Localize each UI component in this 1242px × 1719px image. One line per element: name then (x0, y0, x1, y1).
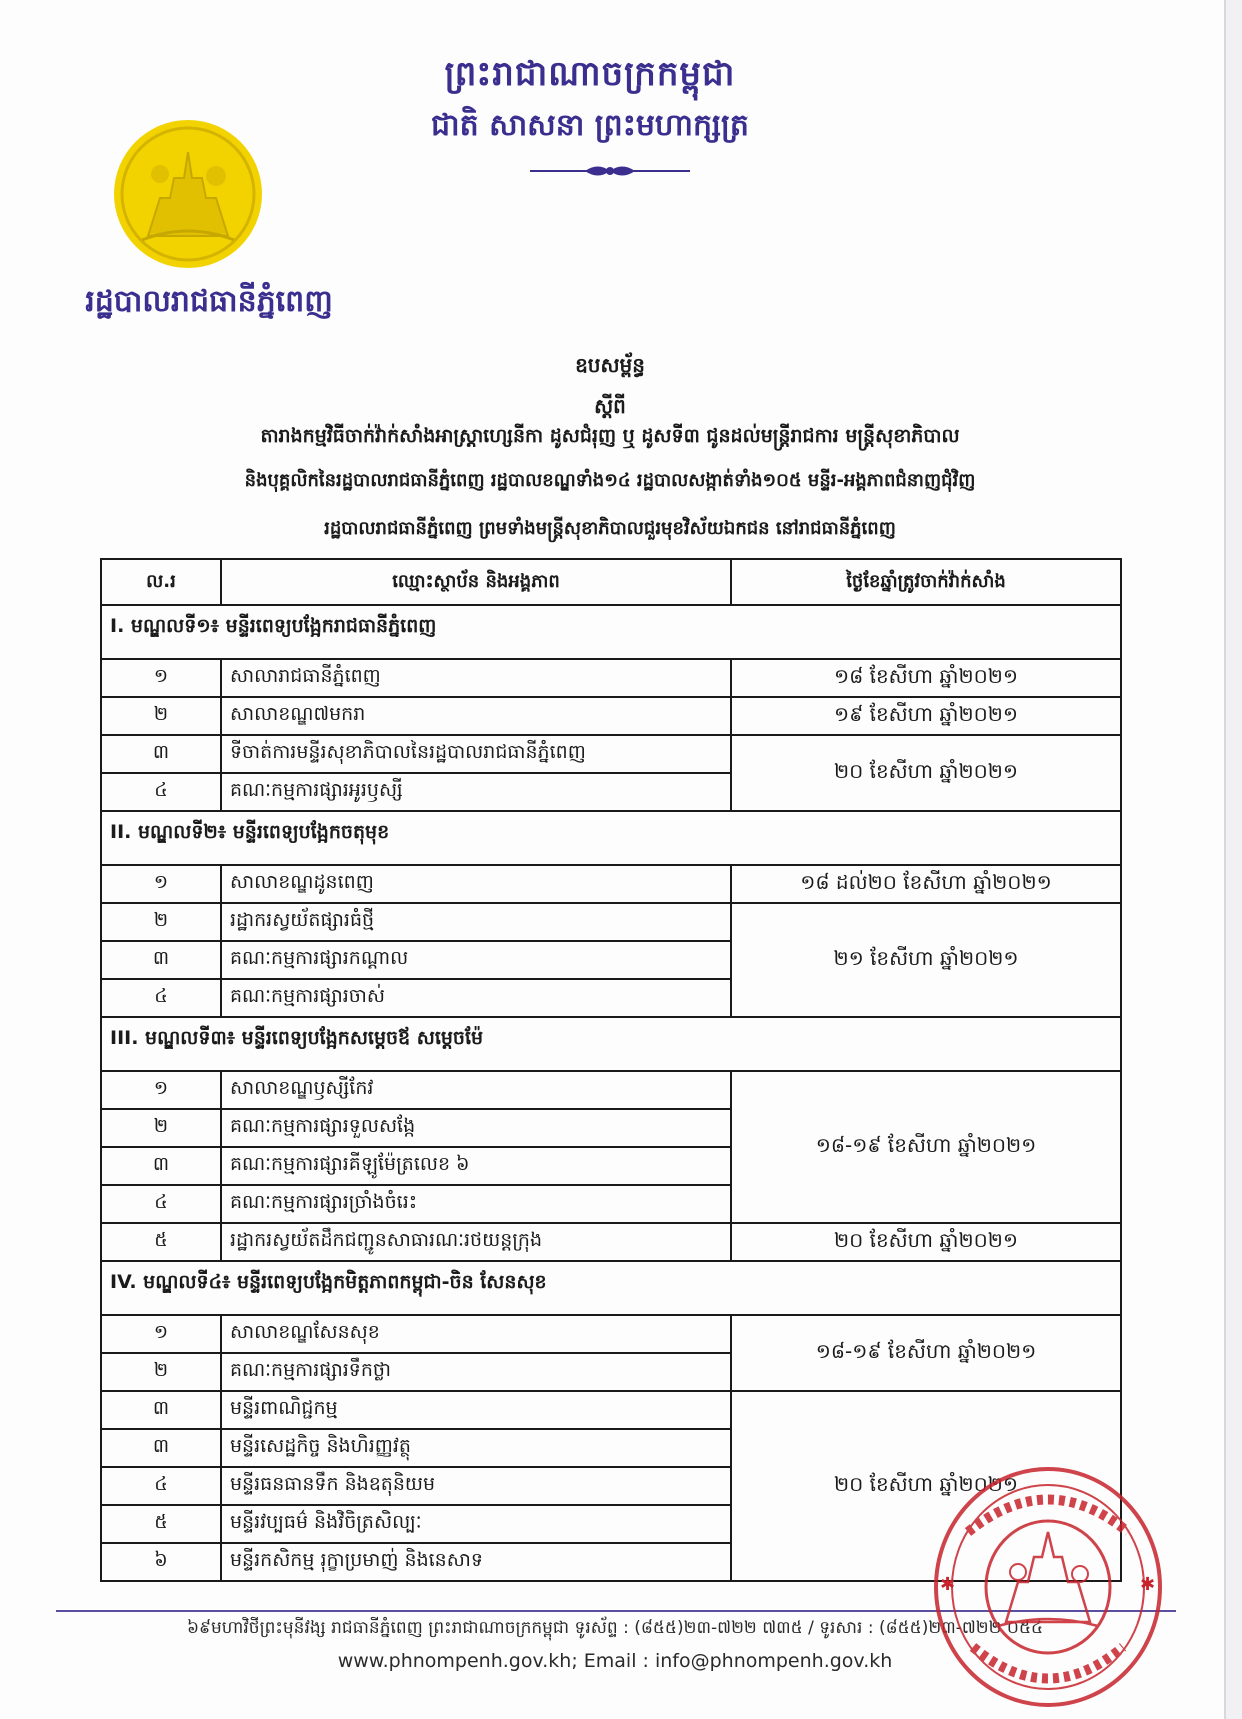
section-title: II. មណ្ឌលទី២៖ មន្ទីរពេទ្យបង្អែកចតុមុខ (101, 811, 1121, 855)
vaccination-date: ១៨ ដល់២០ ខែសីហា ឆ្នាំ២០២១ (731, 865, 1121, 903)
row-number: ៥ (101, 1223, 221, 1261)
row-number: ៣ (101, 1429, 221, 1467)
section-row (101, 811, 1121, 855)
institution-name: រដ្ឋាករស្វយ័តផ្សារធំថ្មី (221, 903, 731, 941)
table-row (101, 1315, 1121, 1353)
row-number: ២ (101, 1353, 221, 1391)
table-header-row (101, 559, 1121, 605)
header-institution: ឈ្មោះស្ថាប័ន និងអង្គភាព (221, 559, 731, 605)
row-number: ៣ (101, 941, 221, 979)
row-number: ៦ (101, 1543, 221, 1581)
annex-subject-line-2: និងបុគ្គលិកនៃរដ្ឋបាលរាជធានីភ្នំពេញ រដ្ឋបាលខណ្ឌទាំង១៤ រដ្ឋបាលសង្កាត់ទាំង១០៥ មន្ទីរ-អង្គភាពជំនាញជុំវិញ (244, 470, 976, 491)
row-number: ២ (101, 697, 221, 735)
section-title: IV. មណ្ឌលទី៤៖ មន្ទីរពេទ្យបង្អែកមិត្តភាពកម្ពុជា-ចិន សែនសុខ (101, 1261, 1121, 1305)
row-number: ១ (101, 1071, 221, 1109)
institution-name: សាលារាជធានីភ្នំពេញ (221, 659, 731, 697)
vaccination-date: ១៨-១៩ ខែសីហា ឆ្នាំ២០២១ (731, 1315, 1121, 1391)
institution-name: មន្ទីរពាណិជ្ជកម្ម (221, 1391, 731, 1429)
institution-name: មន្ទីរវប្បធម៌ និងវិចិត្រសិល្បៈ (221, 1505, 731, 1543)
vaccination-date: ១៨ ខែសីហា ឆ្នាំ២០២១ (731, 659, 1121, 697)
official-stamp-icon (928, 1462, 1168, 1712)
row-number: ៣ (101, 1391, 221, 1429)
row-number: ៣ (101, 1147, 221, 1185)
annex-title: ឧបសម្ព័ន្ធ (575, 353, 645, 377)
institution-name: សាលាខណ្ឌសែនសុខ (221, 1315, 731, 1353)
vaccination-date: ២១ ខែសីហា ឆ្នាំ២០២១ (731, 903, 1121, 1017)
row-number: ៤ (101, 1185, 221, 1223)
institution-name: សាលាខណ្ឌ៧មករា (221, 697, 731, 735)
row-number: ៤ (101, 773, 221, 811)
svg-text:✱: ✱ (940, 1574, 956, 1595)
kingdom-heading: ព្រះរាជាណាចក្រកម្ពុជា (444, 54, 736, 94)
phnom-penh-seal-icon (112, 118, 264, 270)
institution-name: គណៈកម្មការផ្សារចាស់ (221, 979, 731, 1017)
section-title: I. មណ្ឌលទី១៖ មន្ទីរពេទ្យបង្អែករាជធានីភ្នំពេញ (101, 605, 1121, 649)
row-number: ៤ (101, 979, 221, 1017)
table-row (101, 1391, 1121, 1429)
row-number: ៣ (101, 735, 221, 773)
annex-subject-line-1: តារាងកម្មវិធីចាក់វ៉ាក់សាំងអាស្ត្រាហ្សេនីកា ដូសជំរុញ ឬ ដូសទី៣ ជូនដល់មន្ត្រីរាជការ មន្ត្រីសុខាភិបាល (260, 425, 960, 447)
section-row (101, 1017, 1121, 1061)
vaccination-date: ១៨-១៩ ខែសីហា ឆ្នាំ២០២១ (731, 1071, 1121, 1223)
header-no: ល.រ (101, 559, 221, 605)
table-row (101, 735, 1121, 773)
vaccination-date: ២០ ខែសីហា ឆ្នាំ២០២១ (731, 1391, 1121, 1581)
footer-address: ៦៩មហាវិថីព្រះមុនីវង្ស រាជធានីភ្នំពេញ ព្រះរាជាណាចក្រកម្ពុជា ទូរស័ព្ទ : (៨៥៥)២៣-៧២២ ៧៣៥ / ទូរសារ : (៨៥៥)២៣-៧២២ ០៥៤ (186, 1618, 1044, 1638)
svg-text:✱: ✱ (1140, 1574, 1156, 1595)
footer-contact: www.phnompenh.gov.kh; Email : info@phnompenh.gov.kh (337, 1650, 893, 1672)
institution-name: គណៈកម្មការផ្សារអូរឫស្សី (221, 773, 731, 811)
row-number: ២ (101, 1109, 221, 1147)
row-number: ១ (101, 1315, 221, 1353)
institution-name: គណៈកម្មការផ្សារទឹកថ្លា (221, 1353, 731, 1391)
institution-name: មន្ទីរកសិកម្ម រុក្ខាប្រមាញ់ និងនេសាទ (221, 1543, 731, 1581)
institution-name: ទីចាត់ការមន្ទីរសុខាភិបាលនៃរដ្ឋបាលរាជធានីភ្នំពេញ (221, 735, 731, 773)
vaccination-date: ២០ ខែសីហា ឆ្នាំ២០២១ (731, 1223, 1121, 1261)
ornament-divider-icon (530, 160, 690, 182)
section-title: III. មណ្ឌលទី៣៖ មន្ទីរពេទ្យបង្អែកសម្ដេចឪ សម្ដេចម៉ែ (101, 1017, 1121, 1061)
vaccination-schedule-table (100, 558, 1122, 1582)
institution-name: រដ្ឋាករស្វយ័តដឹកជញ្ជូនសាធារណៈរថយន្តក្រុង (221, 1223, 731, 1261)
authority-name: រដ្ឋបាលរាជធានីភ្នំពេញ (85, 284, 333, 319)
institution-name: គណៈកម្មការផ្សារច្រាំងចំរេះ (221, 1185, 731, 1223)
institution-name: មន្ទីរធនធានទឹក និងឧតុនិយម (221, 1467, 731, 1505)
row-number: ១ (101, 865, 221, 903)
institution-name: គណៈកម្មការផ្សារកណ្ដាល (221, 941, 731, 979)
vaccination-date: ១៩ ខែសីហា ឆ្នាំ២០២១ (731, 697, 1121, 735)
table-row (101, 1071, 1121, 1109)
header-date: ថ្ងៃខែឆ្នាំត្រូវចាក់វ៉ាក់សាំង (731, 559, 1121, 605)
annex-subject-line-3: រដ្ឋបាលរាជធានីភ្នំពេញ ព្រមទាំងមន្ត្រីសុខាភិបាលជួរមុខវិស័យឯកជន នៅរាជធានីភ្នំពេញ (324, 518, 896, 539)
institution-name: សាលាខណ្ឌឫស្សីកែវ (221, 1071, 731, 1109)
institution-name: មន្ទីរសេដ្ឋកិច្ច និងហិរញ្ញវត្ថុ (221, 1429, 731, 1467)
vaccination-date: ២០ ខែសីហា ឆ្នាំ២០២១ (731, 735, 1121, 811)
institution-name: គណៈកម្មការផ្សារគីឡូម៉ែត្រលេខ ៦ (221, 1147, 731, 1185)
institution-name: សាលាខណ្ឌដូនពេញ (221, 865, 731, 903)
table-row (101, 659, 1121, 697)
table-row (101, 697, 1121, 735)
annex-subject-label: ស្តីពី (594, 394, 626, 418)
row-number: ៥ (101, 1505, 221, 1543)
row-number: ៤ (101, 1467, 221, 1505)
row-number: ១ (101, 659, 221, 697)
table-row (101, 1223, 1121, 1261)
section-row (101, 1261, 1121, 1305)
institution-name: គណៈកម្មការផ្សារទួលសង្កែ (221, 1109, 731, 1147)
table-row (101, 903, 1121, 941)
row-number: ២ (101, 903, 221, 941)
section-row (101, 605, 1121, 649)
table-row (101, 865, 1121, 903)
national-motto: ជាតិ សាសនា ព្រះមហាក្សត្រ (431, 108, 749, 143)
